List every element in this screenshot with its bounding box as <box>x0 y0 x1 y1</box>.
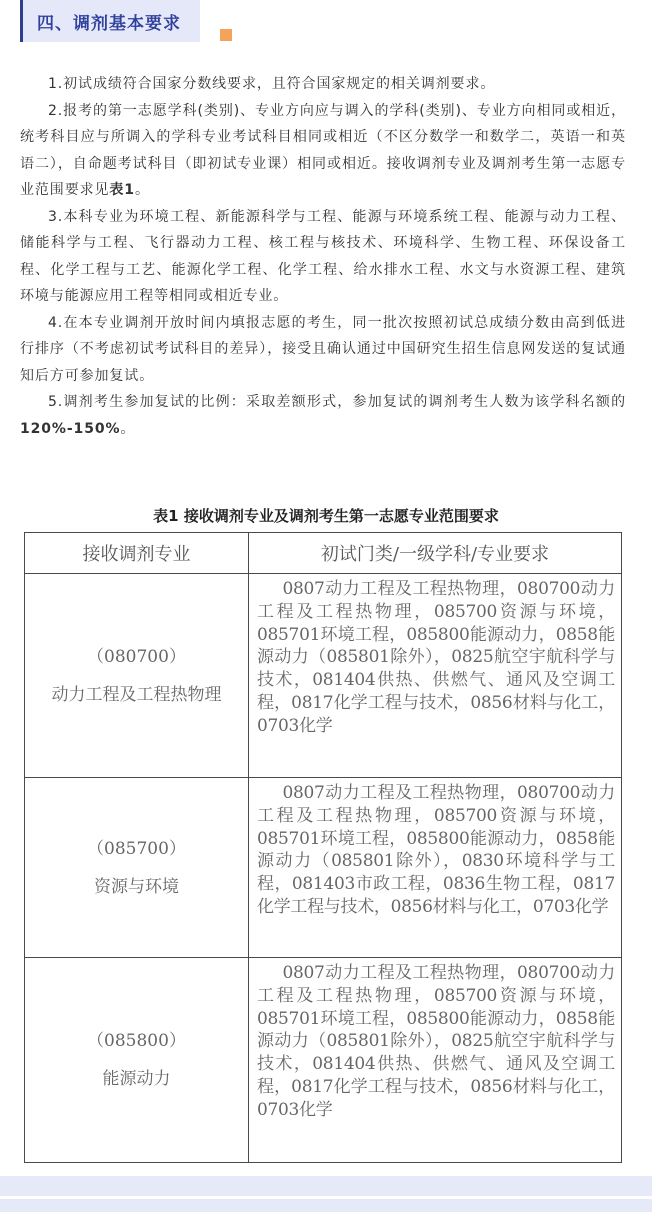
requirement-cell: 0807动力工程及工程热物理，080700动力工程及工程热物理，085700资源与环境，085701环境工程，085800能源动力，0858能源动力（085801除外），0825航空宇航科学与技术，081404供热、供燃气、通风及空调工程，0817化学工程与技术，0856材料与化工，0703化学 <box>249 958 622 1163</box>
requirement-cell: 0807动力工程及工程热物理，080700动力工程及工程热物理，085700资源与环境，085701环境工程，085800能源动力，0858能源动力（085801除外），0825航空宇航科学与技术，081404供热、供燃气、通风及空调工程，0817化学工程与技术，0856材料与化工，0703化学 <box>249 574 622 778</box>
decorative-square <box>220 29 232 41</box>
paragraph-1: 1.初试成绩符合国家分数线要求，且符合国家规定的相关调剂要求。 <box>48 76 496 92</box>
major-cell <box>25 958 249 1163</box>
major-code: （080700） <box>87 646 186 667</box>
major-code: （085800） <box>87 1031 186 1051</box>
paragraph-5: 5.调剂考生参加复试的比例：采取差额形式，参加复试的调剂考生人数为该学科名额的120%-150%。 <box>20 394 626 437</box>
requirement-cell: 0807动力工程及工程热物理，080700动力工程及工程热物理，085700资源与环境，085701环境工程，085800能源动力，0858能源动力（085801除外），0830环境科学与工程，081403市政工程，0836生物工程，0817化学工程与技术，0856材料与化工，0703化学 <box>249 778 622 958</box>
table-ref: 表1 <box>109 182 135 198</box>
paragraph-3: 3.本科专业为环境工程、新能源科学与工程、能源与环境系统工程、能源与动力工程、储能科学与工程、飞行器动力工程、核工程与核技术、环境科学、生物工程、环保设备工程、化学工程与工艺、能源化学工程、化学工程、给水排水工程、水文与水资源工程、建筑环境与能源应用工程等相同或相近专业。 <box>20 208 626 304</box>
major-cell <box>25 574 249 778</box>
paragraph-4: 4.在本专业调剂开放时间内填报志愿的考生，同一批次按照初试总成绩分数由高到低进行排序（不考虑初试考试科目的差异），接受且确认通过中国研究生招生信息网发送的复试通知后方可参加复试。 <box>20 314 626 384</box>
header-receiving-major: 接收调剂专业 <box>25 533 249 574</box>
paragraph-2: 2.报考的第一志愿学科(类别)、专业方向应与调入的学科(类别)、专业方向相同或相近，统考科目应与所调入的学科专业考试科目相同或相近（不区分数学一和数学二，英语一和英语二），自命题考试科目（即初试专业课）相同或相近。接收调剂专业及调剂考生第一志愿专业范围要求见表1。 <box>20 102 626 198</box>
requirements-table <box>24 532 622 1163</box>
table-title: 表1 接收调剂专业及调剂考生第一志愿专业范围要求 <box>153 507 499 525</box>
header-requirements: 初试门类/一级学科/专业要求 <box>249 533 622 574</box>
table-row <box>25 574 622 778</box>
major-name: 动力工程及工程热物理 <box>51 684 222 705</box>
table-row <box>25 958 622 1163</box>
major-name: 资源与环境 <box>94 876 179 897</box>
requirements-text <box>20 71 626 442</box>
ratio-value: 120%-150% <box>20 420 121 437</box>
section-title: 四、调剂基本要求 <box>37 14 181 34</box>
major-code: （085700） <box>87 838 186 859</box>
table-header-row <box>25 533 622 574</box>
major-cell <box>25 778 249 958</box>
major-name: 能源动力 <box>102 1069 171 1089</box>
table-row <box>25 778 622 958</box>
section-header <box>20 0 200 42</box>
footer-divider <box>0 1199 652 1212</box>
footer-bar <box>0 1176 652 1196</box>
